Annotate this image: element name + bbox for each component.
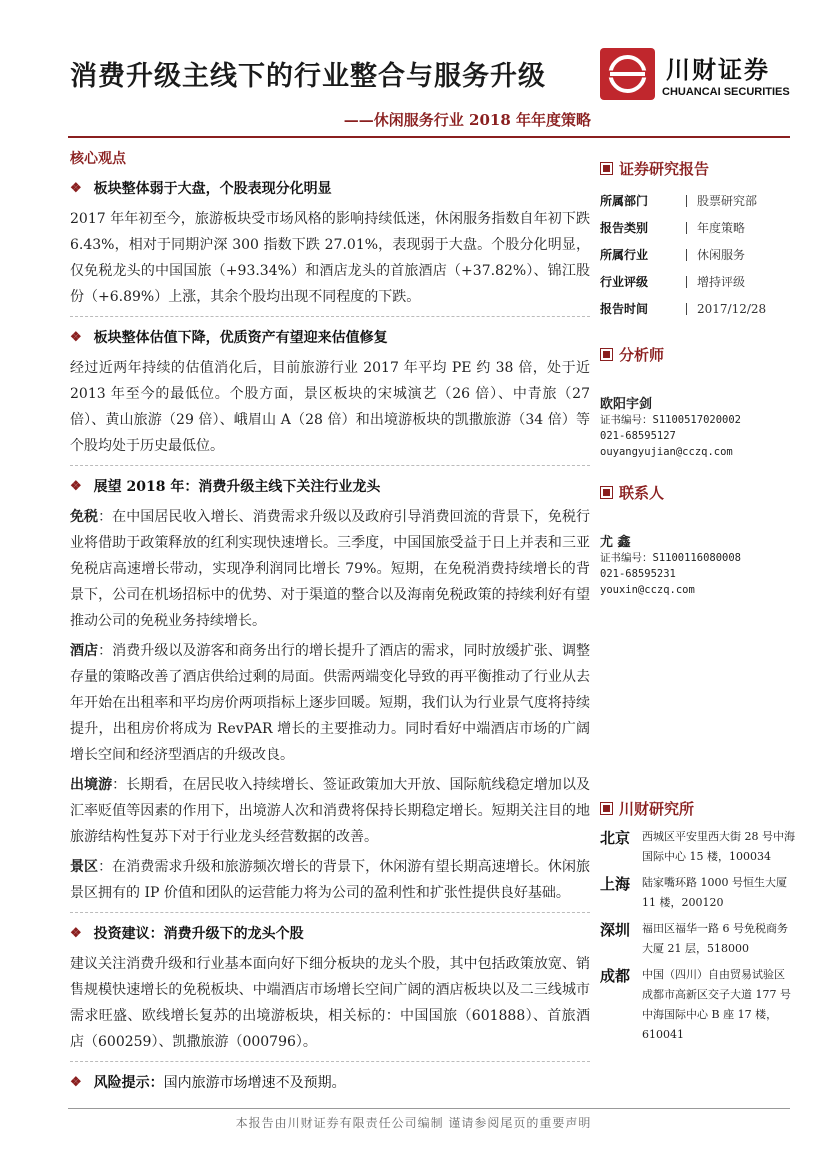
office-entry xyxy=(600,873,795,913)
report-info-row xyxy=(600,295,795,322)
info-label: 报告时间 xyxy=(600,302,649,316)
info-label: 所属部门 xyxy=(600,194,649,208)
info-value: 股票研究部 xyxy=(686,195,757,207)
info-label: 所属行业 xyxy=(600,248,649,262)
contact-heading xyxy=(600,482,795,503)
core-views xyxy=(70,148,590,1100)
bookmark-icon xyxy=(600,802,613,815)
diamond-bullet-icon: ❖ xyxy=(70,329,82,345)
institute-heading xyxy=(600,798,795,819)
office-city: 成都 xyxy=(600,967,631,985)
section-heading-text: 板块整体估值下降，优质资产有望迎来估值修复 xyxy=(93,330,388,346)
section-divider xyxy=(70,1061,590,1062)
office-entry xyxy=(600,827,795,867)
office-address: 陆家嘴环路 1000 号恒生大厦 11 楼，200120 xyxy=(642,876,787,909)
bookmark-icon xyxy=(600,486,613,499)
bookmark-icon xyxy=(600,162,613,175)
section-paragraph xyxy=(70,772,590,850)
section-divider xyxy=(70,465,590,466)
diamond-bullet-icon: ❖ xyxy=(70,925,82,941)
paragraph-text: 经过近两年持续的估值消化后，目前旅游行业 2017 年平均 PE 约 38 倍，处于近 2013 年至今的最低位。个股方面，景区板块的宋城演艺（26 倍）、中青旅（27 倍）、黄山旅游（29 倍）、峨眉山 A（28 倍）和出境游板块的凯撒旅游（34 倍）等个股均处于历史最低位。 xyxy=(70,360,590,454)
office-address: 中国（四川）自由贸易试验区成都市高新区交子大道 177 号中海国际中心 B 座 17 楼，610041 xyxy=(642,968,791,1041)
analyst-name: 欧阳宇剑 xyxy=(600,397,653,412)
info-value: 年度策略 xyxy=(686,222,745,234)
office-city: 上海 xyxy=(600,875,631,893)
office-address: 西城区平安里西大街 28 号中海国际中心 15 楼，100034 xyxy=(642,830,795,863)
info-label: 行业评级 xyxy=(600,275,649,289)
footer-rule xyxy=(68,1108,790,1109)
institute-title: 川财研究所 xyxy=(619,800,695,818)
office-entry xyxy=(600,919,795,959)
section-paragraph xyxy=(70,504,590,634)
paragraph-text: ：在中国居民收入增长、消费需求升级以及政府引导消费回流的背景下，免税行业将借助于政策释放的红利实现快速增长。三季度，中国国旅受益于日上并表和三亚免税店高速增长带动，实现净利润同比增长 79%。短期，在免税消费持续增长的背景下，公司在机场招标中的优势、对于渠道的整合以及海南免税政策的持续利好有望推动公司的免税业务持续增长。 xyxy=(70,509,591,629)
report-info-title: 证券研究报告 xyxy=(619,160,710,178)
analyst-heading xyxy=(600,344,795,365)
logo-mark-icon xyxy=(600,48,655,100)
report-info-row xyxy=(600,214,795,241)
section-heading-text: 板块整体弱于大盘，个股表现分化明显 xyxy=(93,181,332,197)
office-city: 北京 xyxy=(600,829,631,847)
paragraph-text: ：长期看，在居民收入持续增长、签证政策加大开放、国际航线稳定增加以及汇率贬值等因素的作用下，出境游人次和消费将保持长期稳定增长。短期关注目的地旅游结构性复苏下对于行业龙头经营数据的改善。 xyxy=(70,777,591,845)
contact-cert: 证书编号：S1100116080008 xyxy=(600,552,742,564)
logo-chinese-name: 川财证券 xyxy=(666,56,770,84)
info-value: 增持评级 xyxy=(686,276,745,288)
diamond-bullet-icon: ❖ xyxy=(70,180,82,196)
section-heading xyxy=(70,178,590,198)
header-rule xyxy=(68,136,790,138)
paragraph-lead: 免税 xyxy=(70,509,99,525)
section-paragraph xyxy=(70,206,590,310)
logo-english-name: CHUANCAI SECURITIES xyxy=(662,86,790,98)
paragraph-text: ：在消费需求升级和旅游频次增长的背景下，休闲游有望长期高速增长。休闲旅景区拥有的 IP 价值和团队的运营能力将为公司的盈利性和扩张性提供良好基础。 xyxy=(70,859,591,901)
section-heading-text: 投资建议：消费升级下的龙头个股 xyxy=(93,926,304,942)
footer-disclaimer: 本报告由川财证券有限责任公司编制 谨请参阅尾页的重要声明 xyxy=(235,1116,592,1130)
analyst-email[interactable]: ouyangyujian@cczq.com xyxy=(600,446,733,458)
office-address: 福田区福华一路 6 号免税商务大厦 21 层，518000 xyxy=(642,922,788,955)
report-info-row xyxy=(600,268,795,295)
report-info-row xyxy=(600,187,795,214)
risk-label: 风险提示： xyxy=(93,1075,164,1091)
section-divider xyxy=(70,912,590,913)
report-subtitle: ——休闲服务行业 2018 年年度策略 xyxy=(343,111,591,129)
sidebar xyxy=(600,158,795,1051)
section-heading xyxy=(70,476,590,496)
risk-text: 国内旅游市场增速不及预期。 xyxy=(163,1075,346,1091)
paragraph-lead: 酒店 xyxy=(70,643,99,659)
bookmark-icon xyxy=(600,348,613,361)
diamond-bullet-icon: ❖ xyxy=(70,1074,82,1090)
core-views-title: 核心观点 xyxy=(70,151,126,167)
office-entry xyxy=(600,965,795,1045)
paragraph-text: 2017 年年初至今，旅游板块受市场风格的影响持续低迷，休闲服务指数自年初下跌 6.43%，相对于同期沪深 300 指数下跌 27.01%，表现弱于大盘。个股分化明显，仅免税龙头的中国国旅（+93.34%）和酒店龙头的首旅酒店（+37.82%）、锦江股份（+6.89%）上涨，其余个股均出现不同程度的下跌。 xyxy=(70,211,590,305)
risk-note xyxy=(70,1072,590,1092)
section-paragraph xyxy=(70,638,590,768)
contact-title: 联系人 xyxy=(619,484,665,502)
contact-name: 尤 鑫 xyxy=(600,535,631,550)
paragraph-lead: 景区 xyxy=(70,859,99,875)
section-divider xyxy=(70,316,590,317)
analyst-phone: 021-68595127 xyxy=(600,430,676,442)
section-paragraph xyxy=(70,951,590,1055)
contact-email[interactable]: youxin@cczq.com xyxy=(600,584,695,596)
paragraph-text: ：消费升级以及游客和商务出行的增长提升了酒店的需求，同时放缓扩张、调整存量的策略改善了酒店供给过剩的局面。供需两端变化导致的再平衡推动了行业从去年开始在出租率和平均房价两项指标上逐步回暖。短期，我们认为行业景气度将持续提升，出租房价将成为 RevPAR 增长的主要推动力。同时看好中端酒店市场的广阔增长空间和经济型酒店的升级改良。 xyxy=(70,643,591,763)
section-heading-text: 展望 2018 年：消费升级主线下关注行业龙头 xyxy=(93,479,381,495)
report-info-table xyxy=(600,187,795,322)
report-title: 消费升级主线下的行业整合与服务升级 xyxy=(70,61,546,92)
report-info-row xyxy=(600,241,795,268)
analyst-cert: 证书编号：S1100517020002 xyxy=(600,414,742,426)
section-paragraph xyxy=(70,355,590,459)
info-value: 休闲服务 xyxy=(686,249,745,261)
info-label: 报告类别 xyxy=(600,221,649,235)
company-logo xyxy=(600,48,800,104)
info-value: 2017/12/28 xyxy=(686,303,766,315)
section-heading xyxy=(70,923,590,943)
report-info-heading xyxy=(600,158,795,179)
contact-phone: 021-68595231 xyxy=(600,568,676,580)
diamond-bullet-icon: ❖ xyxy=(70,478,82,494)
office-list xyxy=(600,827,795,1045)
section-paragraph xyxy=(70,854,590,906)
paragraph-text: 建议关注消费升级和行业基本面向好下细分板块的龙头个股，其中包括政策放宽、销售规模快速增长的免税板块、中端酒店市场增长空间广阔的酒店板块以及二三线城市需求旺盛、欧线增长复苏的出境游板块，相关标的：中国国旅（601888）、首旅酒店（600259）、凯撒旅游（000796）。 xyxy=(70,956,590,1050)
analyst-title: 分析师 xyxy=(619,346,665,364)
paragraph-lead: 出境游 xyxy=(70,777,113,793)
office-city: 深圳 xyxy=(600,921,631,939)
section-heading xyxy=(70,327,590,347)
